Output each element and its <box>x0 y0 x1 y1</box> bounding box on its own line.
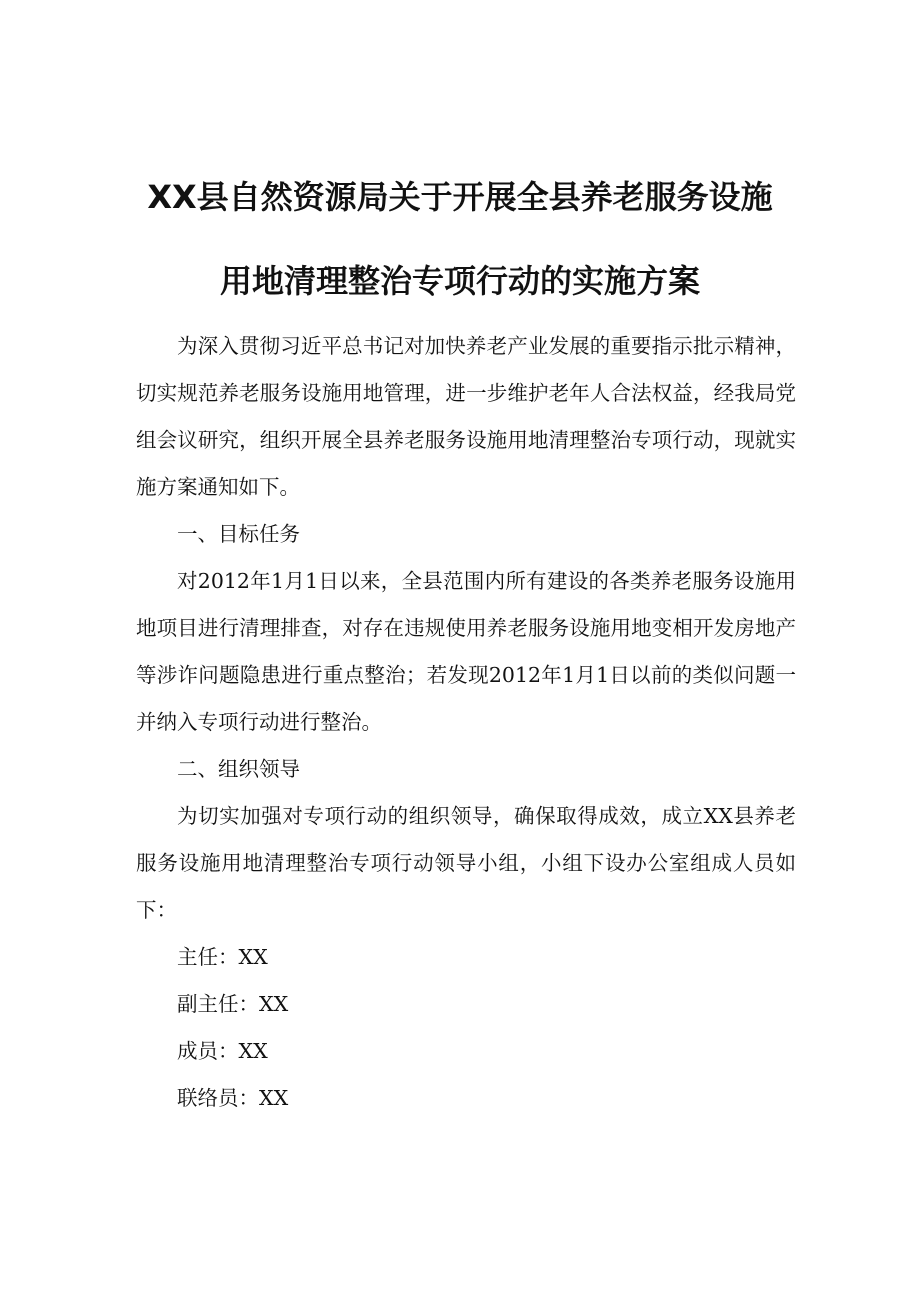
section-paragraph-goals: 对2012年1月1日以来，全县范围内所有建设的各类养老服务设施用地项目进行清理排查，对存在违规使用养老服务设施用地变相开发房地产等涉诈问题隐患进行重点整治；若发现2012年1月1日以前的类似问题一并纳入专项行动进行整治。 <box>136 569 796 734</box>
document-body <box>136 323 796 1122</box>
section-paragraph-organization: 为切实加强对专项行动的组织领导，确保取得成效，成立XX县养老服务设施用地清理整治专项行动领导小组，小组下设办公室组成人员如下： <box>136 804 796 922</box>
document-title-line-1: XX县自然资源局关于开展全县养老服务设施 <box>147 178 773 216</box>
member-director: 主任：XX <box>177 945 268 969</box>
member-members: 成员：XX <box>177 1039 268 1063</box>
section-heading-organization: 二、组织领导 <box>177 757 300 781</box>
intro-paragraph: 为深入贯彻习近平总书记对加快养老产业发展的重要指示批示精神，切实规范养老服务设施用地管理，进一步维护老年人合法权益，经我局党组会议研究，组织开展全县养老服务设施用地清理整治专项行动，现就实施方案通知如下。 <box>136 334 796 499</box>
section-heading-goals: 一、目标任务 <box>177 522 300 546</box>
member-deputy-director: 副主任：XX <box>177 992 289 1016</box>
document-title-line-2: 用地清理整治专项行动的实施方案 <box>219 262 700 300</box>
member-liaison: 联络员：XX <box>177 1086 289 1110</box>
